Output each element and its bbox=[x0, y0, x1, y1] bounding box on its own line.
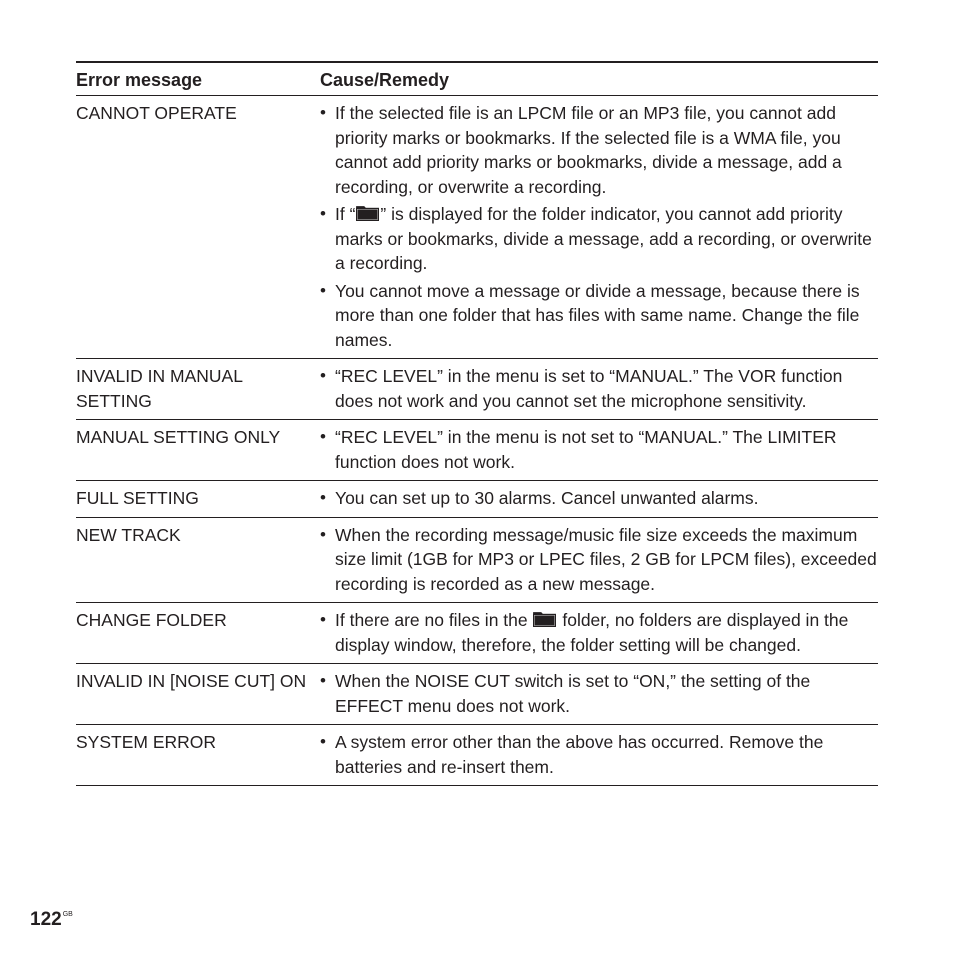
table-row bbox=[76, 603, 878, 664]
error-message-cell: CHANGE FOLDER bbox=[76, 610, 227, 630]
remedy-text: You can set up to 30 alarms. Cancel unwanted alarms. bbox=[335, 488, 759, 508]
remedy-list-item bbox=[320, 364, 878, 413]
remedy-text: folder, no folders are displayed in the display window, therefore, the folder setting will be changed. bbox=[335, 610, 849, 655]
cause-remedy-cell bbox=[320, 96, 878, 359]
table-header-row bbox=[76, 62, 878, 96]
table-body bbox=[76, 96, 878, 786]
remedy-text: If “ bbox=[335, 204, 356, 224]
error-message-table-container bbox=[76, 61, 878, 786]
table-row bbox=[76, 96, 878, 359]
page-number bbox=[30, 909, 73, 931]
remedy-list-item bbox=[320, 523, 878, 597]
error-message-cell: INVALID IN [NOISE CUT] ON bbox=[76, 671, 307, 691]
remedy-list-item bbox=[320, 202, 878, 276]
remedy-list bbox=[320, 101, 878, 352]
remedy-list-item bbox=[320, 279, 878, 353]
table-row bbox=[76, 664, 878, 725]
remedy-list-item bbox=[320, 669, 878, 718]
remedy-text: When the recording message/music file size exceeds the maximum size limit (1GB for MP3 or LPEC files, 2 GB for LPCM files), exceeded recording is recorded as a new message. bbox=[335, 524, 877, 594]
error-message-cell: FULL SETTING bbox=[76, 488, 199, 508]
remedy-list bbox=[320, 523, 878, 597]
remedy-list bbox=[320, 669, 878, 718]
table-row bbox=[76, 481, 878, 518]
remedy-list bbox=[320, 608, 878, 657]
cause-remedy-cell bbox=[320, 517, 878, 603]
table-row bbox=[76, 359, 878, 420]
table-row bbox=[76, 517, 878, 603]
table-header bbox=[76, 62, 878, 96]
page-number-value: 122 bbox=[30, 909, 62, 930]
error-message-cell: MANUAL SETTING ONLY bbox=[76, 427, 281, 447]
remedy-list-item bbox=[320, 486, 878, 511]
table-row bbox=[76, 725, 878, 786]
column-header-cause-remedy: Cause/Remedy bbox=[320, 70, 450, 90]
error-message-cell: NEW TRACK bbox=[76, 524, 181, 545]
remedy-text: You cannot move a message or divide a message, because there is more than one folder that has files with same name. Change the file names. bbox=[335, 280, 860, 350]
remedy-text: ” is displayed for the folder indicator, you cannot add priority marks or bookmarks, divide a message, add a recording, or overwrite a recording. bbox=[335, 204, 872, 273]
remedy-list-item bbox=[320, 425, 878, 474]
folder-icon bbox=[356, 203, 379, 218]
remedy-list bbox=[320, 425, 878, 474]
column-header-error-message: Error message bbox=[76, 70, 203, 90]
remedy-list bbox=[320, 730, 878, 779]
cause-remedy-cell bbox=[320, 725, 878, 786]
remedy-list-item bbox=[320, 730, 878, 779]
cause-remedy-cell bbox=[320, 664, 878, 725]
remedy-list-item bbox=[320, 608, 878, 657]
folder-icon bbox=[533, 609, 556, 624]
remedy-text: When the NOISE CUT switch is set to “ON,” the setting of the EFFECT menu does not work. bbox=[335, 671, 811, 716]
remedy-text: If the selected file is an LPCM file or an MP3 file, you cannot add priority marks or bookmarks. If the selected file is a WMA file, you cannot add priority marks or bookmarks, divide a message, add a recording, or overwrite a recording. bbox=[335, 103, 842, 197]
remedy-text: “REC LEVEL” in the menu is set to “MANUAL.” The VOR function does not work and you cannot set the microphone sensitivity. bbox=[335, 366, 843, 411]
error-message-cell: CANNOT OPERATE bbox=[76, 103, 237, 123]
remedy-list bbox=[320, 364, 878, 413]
cause-remedy-cell bbox=[320, 359, 878, 420]
remedy-text: A system error other than the above has occurred. Remove the batteries and re-insert them. bbox=[335, 732, 824, 777]
error-message-cell: SYSTEM ERROR bbox=[76, 732, 217, 752]
remedy-text: “REC LEVEL” in the menu is not set to “MANUAL.” The LIMITER function does not work. bbox=[335, 427, 837, 472]
cause-remedy-cell bbox=[320, 603, 878, 664]
cause-remedy-cell bbox=[320, 481, 878, 518]
error-message-table bbox=[76, 61, 878, 786]
region-code: GB bbox=[62, 911, 73, 918]
remedy-list-item bbox=[320, 101, 878, 199]
table-row bbox=[76, 420, 878, 481]
cause-remedy-cell bbox=[320, 420, 878, 481]
remedy-list bbox=[320, 486, 878, 511]
error-message-cell: INVALID IN MANUAL SETTING bbox=[76, 366, 243, 411]
remedy-text: If there are no files in the bbox=[335, 610, 533, 630]
